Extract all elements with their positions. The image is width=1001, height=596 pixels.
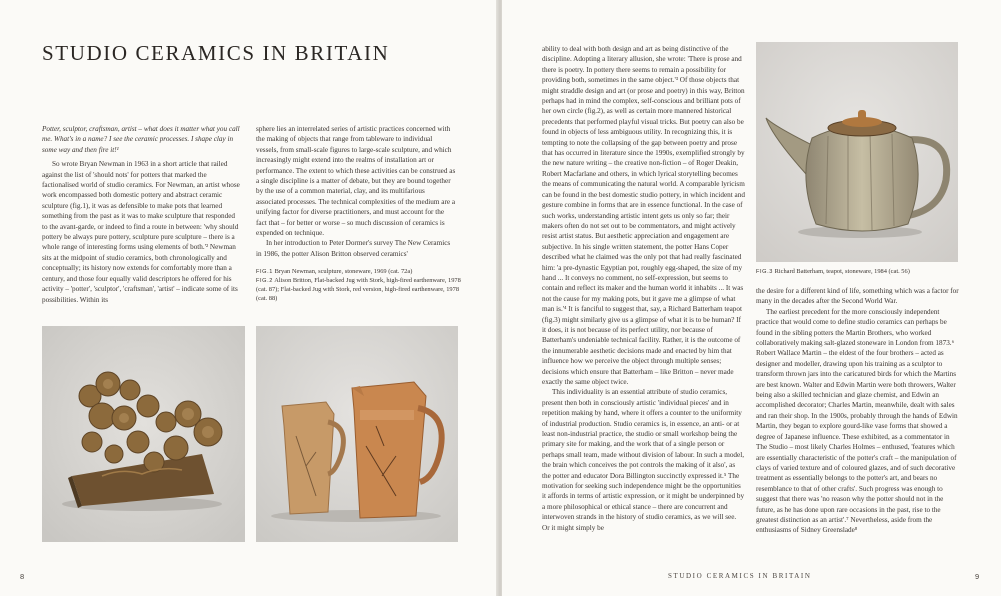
left-page xyxy=(0,0,498,596)
fig3-teapot-photo xyxy=(756,42,958,262)
fig2-text: Alison Britton, Flat-backed Jug with Stork, high-fired earthenware, 1978 (cat. 87); Flat-backed Jug with Stork, red version, high-fired earthenware, 1978 (cat. 88) xyxy=(256,276,461,302)
left-column-2 xyxy=(256,124,456,259)
caption-fig3 xyxy=(756,268,961,277)
epigraph: Potter, sculptor, craftsman, artist – what does it matter what you call me. What's in a name? I see the ceramic processes. I shape clay in some way and then fire it!¹ xyxy=(42,125,240,154)
left-column-1 xyxy=(42,124,240,305)
caption-fig1 xyxy=(256,268,461,277)
page-number-right: 9 xyxy=(975,572,980,581)
caption-fig2 xyxy=(256,277,461,304)
fig2-jugs-photo xyxy=(256,326,458,542)
paragraph: In her introduction to Peter Dormer's survey The New Ceramics in 1986, the potter Alison Britton observed ceramics' xyxy=(256,239,451,258)
fig1-label: FIG.1 xyxy=(256,269,273,275)
fig2-label: FIG.2 xyxy=(256,277,273,284)
fig3-text: Richard Batterham, teapot, stoneware, 1984 (cat. 56) xyxy=(774,268,910,275)
paragraph: So wrote Bryan Newman in 1963 in a short article that railed against the list of 'should nots' for potters that marked the factionalised world of studio ceramics. For Newman, an artist whose work encompassed both domestic pottery and abstract ceramic sculpture (fig.1), it was as defensible to make pots that learned something from the past as it was to make sculpture that responded to the avant-garde, or indeed to find a route in between: 'why should pottery be always pure pottery, sculpture pure sculpture – there is a whole range of interesting forms using elements of both.'² Newman sits at the midpoint of studio ceramics, both chronologically and conceptually; its history now extends for comfortably more than a century, and those four equally valid descriptors he offered for his activity – 'potter', 'sculptor', 'craftsman', 'artist' – indicate some of its possibilities. Within its xyxy=(42,160,240,304)
fig1-text: Bryan Newman, sculpture, stoneware, 1969 (cat. 72a) xyxy=(274,268,413,275)
right-column-1 xyxy=(542,44,745,533)
paragraph: The earliest precedent for the more consciously independent practice that would come to define studio ceramics can perhaps be found in the sibling potters the Martin Brothers, who worked collaboratively making salt-glazed stoneware in London from 1873.⁶ Robert Wallace Martin – the eldest of the four brothers – acted as designer and modeller, drawing upon his training as a sculptor to transform thrown jars into the caricatured birds for which the Martins are best known. Walter and Edwin Martin were both throwers, Walter being also a skilled technician and glaze chemist, and Edwin an accomplished decorator; Charles Martin, meanwhile, dealt with sales and ran their shop. In the 1900s, probably through the hands of Edwin Martin, they began to explore gourd-like vase forms that showed a degree of Japanese influence. These exhibited, as a commentator in The Studio – most likely Charles Holmes – enthused, 'features which are essentially characteristic of the potter's craft – the manipulation of clays of varied texture and of coloured glazes, and of such decorative treatment as essentially belongs to the potter's art, and bears no resemblance to that of other crafts'. Such progress was enough to suggest that there was 'no reason why the potter should not in the future, as he has done upon rare occasions in the past, rise to the greatest distinction as an artist'.⁷ Nevertheless, aside from the enthusiasms of Sidney Greenslade⁸ xyxy=(756,307,958,535)
fig1-sculpture-photo xyxy=(42,326,245,542)
paragraph: the desire for a different kind of life, something which was a factor for many in the decades after the Second World War. xyxy=(756,287,959,306)
chapter-title: STUDIO CERAMICS IN BRITAIN xyxy=(42,41,390,65)
paragraph: This individuality is an essential attribute of studio ceramics, present then both in consciously artistic 'individual pieces' and in repetition making by hand, where it offers a counter to the uniformity of industrial production. Studio ceramics is, in essence, an anti- or at least non-industrial practice, the studio or small workshop being the primary site for making, and the work that of a single person or perhaps small team, made without division of labour. In such a model, the brain which conceives the pot controls the making of it also', as the potter and educator Dora Billington succinctly expressed it.⁵ The motivation for seeking such independence might be the opportunities it affords in terms of artistic expression, or it might be underpinned by a more philosophical or ethical stance – there are concurrent and interwoven strands in the history of studio ceramics, as we will see. Or it might simply be xyxy=(542,388,745,532)
right-column-2 xyxy=(756,286,961,536)
fig3-label: FIG.3 xyxy=(756,269,773,275)
figure-captions xyxy=(256,268,461,304)
paragraph: ability to deal with both design and art as being distinctive of the discipline. Adopting a literary allusion, she wrote: 'There is prose and there is poetry. In pottery there seems to remain a possibility for providing both, sometimes in the same object.'³ Of those objects that might straddle design and art (or prose and poetry) in this way, Britton perhaps had in mind the complex, self-conscious and brilliant pots of her own circle (fig.2), as well as certain more mannered historical precedents that performed playful visual tricks. But poetry can also be found in objects of less ambiguous utility. In recognizing this, it is tempting to note the collapsing of the gap between poetry and prose that has occurred in literature since the 1990s, exemplified strongly by the new nature writing – the creative non-fiction – of Roger Deakin, Robert Macfarlane and others, in which lyrical storytelling becomes the means of communicating the natural world. A comparable lyricism can be found in the best domestic studio pottery, in which incident and gesture combine in forms that are in essence functional. In the case of such works, understanding artistic intent gets us only so far; their makers often do not set out to be commentators, and might actively resist artist status. But aesthetic appreciation and engagement are subjective. In his single written statement, the potter Hans Coper described what he claimed was the only pot that had really fascinated him: 'a pre-dynastic Egyptian pot, roughly egg-shaped, the size of my hand ... It conveys no comment, no self-expression, but seems to contain and reflect its maker and the human world it inhabits ... It was not the cause for my making pots, but it gave me a glimpse of what man is.'⁴ It is fanciful to suggest that, say, a Richard Batterham teapot (fig.3) might similarly give us a glimpse of what it is to be human? If it does, it is not because of its perfect utility, nor because of Batterham's undeniable technical facility. Rather, it is the outcome of the innumerable aesthetic decisions made and enacted by him that influence how we perceive the object through multiple senses; decisions which ensure that Batterham – like Britton – never made exactly the same object twice. xyxy=(542,45,745,386)
paragraph: sphere lies an interrelated series of artistic practices concerned with the making of objects that range from tableware to individual vessels, from small-scale figures to large-scale sculpture, and which increasingly might extend into the realms of installation art or performance. The extent to which these activities can be construed as a single discipline is a matter of debate, but they are bound together by the use of a common material, clay, and its multifarious associated processes. The technical complexities of the medium are a unifying factor for diverse practitioners, and must account for the fact that – for better or worse – so much discussion of ceramics is expended on technique. xyxy=(256,125,456,238)
right-page xyxy=(502,0,1001,596)
running-head: STUDIO CERAMICS IN BRITAIN xyxy=(668,572,812,580)
page-number-left: 8 xyxy=(20,572,25,581)
